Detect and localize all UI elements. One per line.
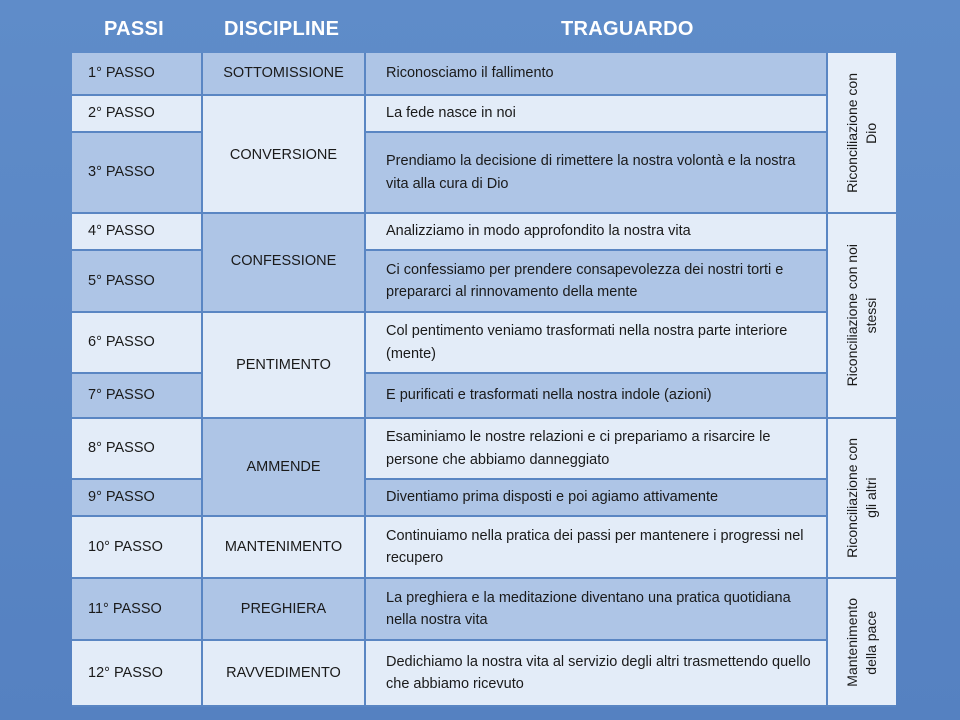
side-group-cell: [828, 579, 896, 707]
passo-cell: 8° PASSO: [72, 419, 203, 480]
traguardo-cell: La preghiera e la meditazione diventano una pratica quotidiana nella nostra vita: [366, 579, 828, 641]
passo-cell: 12° PASSO: [72, 641, 203, 707]
discipline-cell: MANTENIMENTO: [203, 517, 366, 579]
passo-cell: 1° PASSO: [72, 53, 203, 96]
header-discipline: DISCIPLINE: [224, 18, 340, 40]
table-header: [72, 0, 896, 52]
side-group-cell: [828, 53, 896, 214]
side-group-label: Riconciliazione con gli altri: [844, 438, 879, 558]
passo-cell: 7° PASSO: [72, 374, 203, 419]
traguardo-cell: Analizziamo in modo approfondito la nostra vita: [366, 214, 828, 251]
discipline-cell: AMMENDE: [203, 419, 366, 517]
discipline-cell: CONVERSIONE: [203, 96, 366, 214]
steps-table: [72, 53, 896, 707]
passo-cell: 2° PASSO: [72, 96, 203, 133]
passo-cell: 3° PASSO: [72, 133, 203, 214]
discipline-cell: RAVVEDIMENTO: [203, 641, 366, 707]
passo-cell: 11° PASSO: [72, 579, 203, 641]
traguardo-cell: E purificati e trasformati nella nostra indole (azioni): [366, 374, 828, 419]
header-passi: PASSI: [104, 18, 165, 40]
traguardo-cell: La fede nasce in noi: [366, 96, 828, 133]
side-group-label: Mantenimento della pace: [844, 597, 879, 687]
discipline-cell: PREGHIERA: [203, 579, 366, 641]
discipline-cell: SOTTOMISSIONE: [203, 53, 366, 96]
traguardo-cell: Continuiamo nella pratica dei passi per mantenere i progressi nel recupero: [366, 517, 828, 579]
traguardo-cell: Col pentimento veniamo trasformati nella nostra parte interiore (mente): [366, 313, 828, 374]
header-traguardo: TRAGUARDO: [561, 18, 694, 40]
passo-cell: 6° PASSO: [72, 313, 203, 374]
traguardo-cell: Dedichiamo la nostra vita al servizio degli altri trasmettendo quello che abbiamo ricevuto: [366, 641, 828, 707]
traguardo-cell: Diventiamo prima disposti e poi agiamo attivamente: [366, 480, 828, 517]
discipline-cell: CONFESSIONE: [203, 214, 366, 313]
traguardo-cell: Esaminiamo le nostre relazioni e ci prepariamo a risarcire le persone che abbiamo danneggiato: [366, 419, 828, 480]
side-group-label: Riconciliazione con noi stessi: [844, 244, 879, 387]
side-group-cell: [828, 419, 896, 579]
discipline-cell: PENTIMENTO: [203, 313, 366, 419]
traguardo-cell: Ci confessiamo per prendere consapevolezza dei nostri torti e prepararci al rinnovamento della mente: [366, 251, 828, 313]
side-group-label: Riconciliazione con Dio: [844, 72, 879, 193]
passo-cell: 9° PASSO: [72, 480, 203, 517]
traguardo-cell: Riconosciamo il fallimento: [366, 53, 828, 96]
passo-cell: 5° PASSO: [72, 251, 203, 313]
traguardo-cell: Prendiamo la decisione di rimettere la nostra volontà e la nostra vita alla cura di Dio: [366, 133, 828, 214]
passo-cell: 4° PASSO: [72, 214, 203, 251]
side-group-cell: [828, 214, 896, 419]
passo-cell: 10° PASSO: [72, 517, 203, 579]
